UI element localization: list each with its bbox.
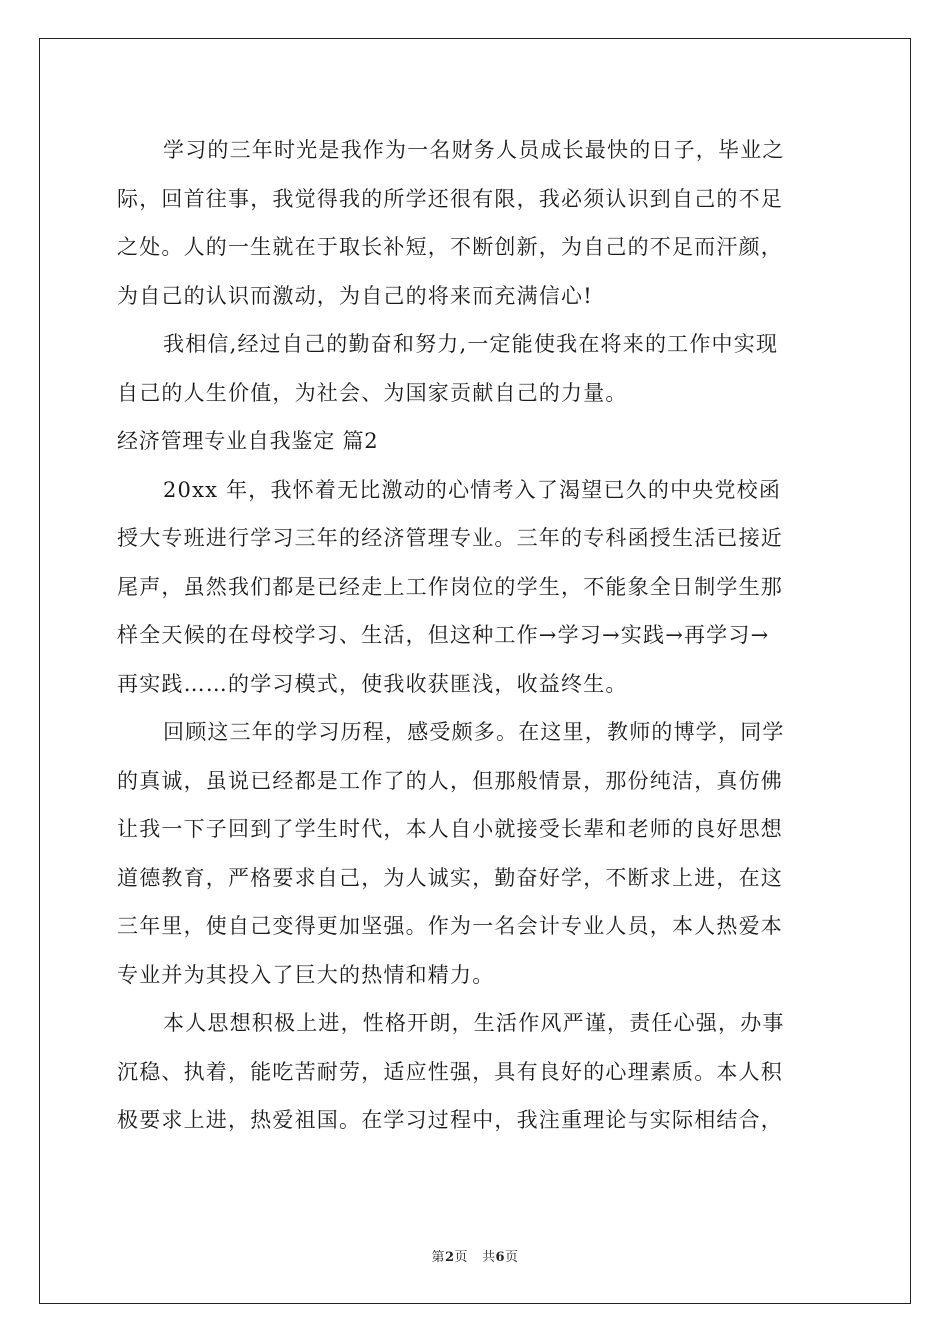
paragraph-line: 20xx 年，我怀着无比激动的心情考入了渴望已久的中央党校函	[163, 477, 782, 502]
paragraph-line: 的真诚，虽说已经都是工作了的人，但那般情景，那份纯洁，真仿佛	[117, 768, 783, 793]
footer-total-prefix: 共	[481, 1250, 496, 1265]
footer-page-prefix: 第	[431, 1250, 445, 1265]
section-heading: 经济管理专业自我鉴定 篇2	[117, 429, 379, 453]
paragraph-line: 我相信,经过自己的勤奋和努力,一定能使我在将来的工作中实现	[163, 332, 779, 356]
paragraph-line: 学习的三年时光是我作为一名财务人员成长最快的日子，毕业之	[163, 138, 785, 162]
paragraph-line: 为自己的认识而激动，为自己的将来而充满信心!	[117, 283, 593, 308]
paragraph-line: 沉稳、执着，能吃苦耐劳，适应性强，具有良好的心理素质。本人积	[117, 1059, 783, 1084]
footer-total-suffix: 页	[505, 1250, 519, 1265]
document-body	[117, 126, 835, 1145]
paragraph-line: 自己的人生价值，为社会、为国家贡献自己的力量。	[117, 380, 628, 405]
footer-page-suffix: 页	[454, 1250, 469, 1265]
paragraph-line: 极要求上进，热爱祖国。在学习过程中，我注重理论与实际相结合，	[117, 1108, 783, 1132]
footer-page-number: 2	[444, 1250, 455, 1265]
paragraph-line: 之处。人的一生就在于取长补短，不断创新，为自己的不足而汗颜，	[117, 235, 783, 259]
page-footer	[0, 1246, 950, 1265]
paragraph-line: 回顾这三年的学习历程，感受颇多。在这里，教师的博学，同学	[163, 720, 785, 744]
paragraph-line: 样全天候的在母校学习、生活，但这种工作→学习→实践→再学习→	[117, 623, 770, 647]
paragraph-line: 让我一下子回到了学生时代，本人自小就接受长辈和老师的良好思想	[117, 817, 783, 841]
paragraph-line: 专业并为其投入了巨大的热情和精力。	[117, 962, 495, 987]
paragraph-line: 再实践……的学习模式，使我收获匪浅，收益终生。	[117, 671, 628, 696]
paragraph-line: 际，回首往事，我觉得我的所学还很有限，我必须认识到自己的不足	[117, 186, 783, 211]
paragraph-line: 尾声，虽然我们都是已经走上工作岗位的学生，不能象全日制学生那	[117, 574, 783, 599]
paragraph-line: 三年里，使自己变得更加坚强。作为一名会计专业人员，本人热爱本	[117, 914, 783, 938]
paragraph-line: 道德教育，严格要求自己，为人诚实，勤奋好学，不断求上进，在这	[117, 865, 783, 890]
paragraph-line: 授大专班进行学习三年的经济管理专业。三年的专科函授生活已接近	[117, 526, 783, 550]
paragraph-line: 本人思想积极上进，性格开朗，生活作风严谨，责任心强，办事	[163, 1011, 785, 1035]
footer-total-pages: 6	[495, 1250, 506, 1265]
